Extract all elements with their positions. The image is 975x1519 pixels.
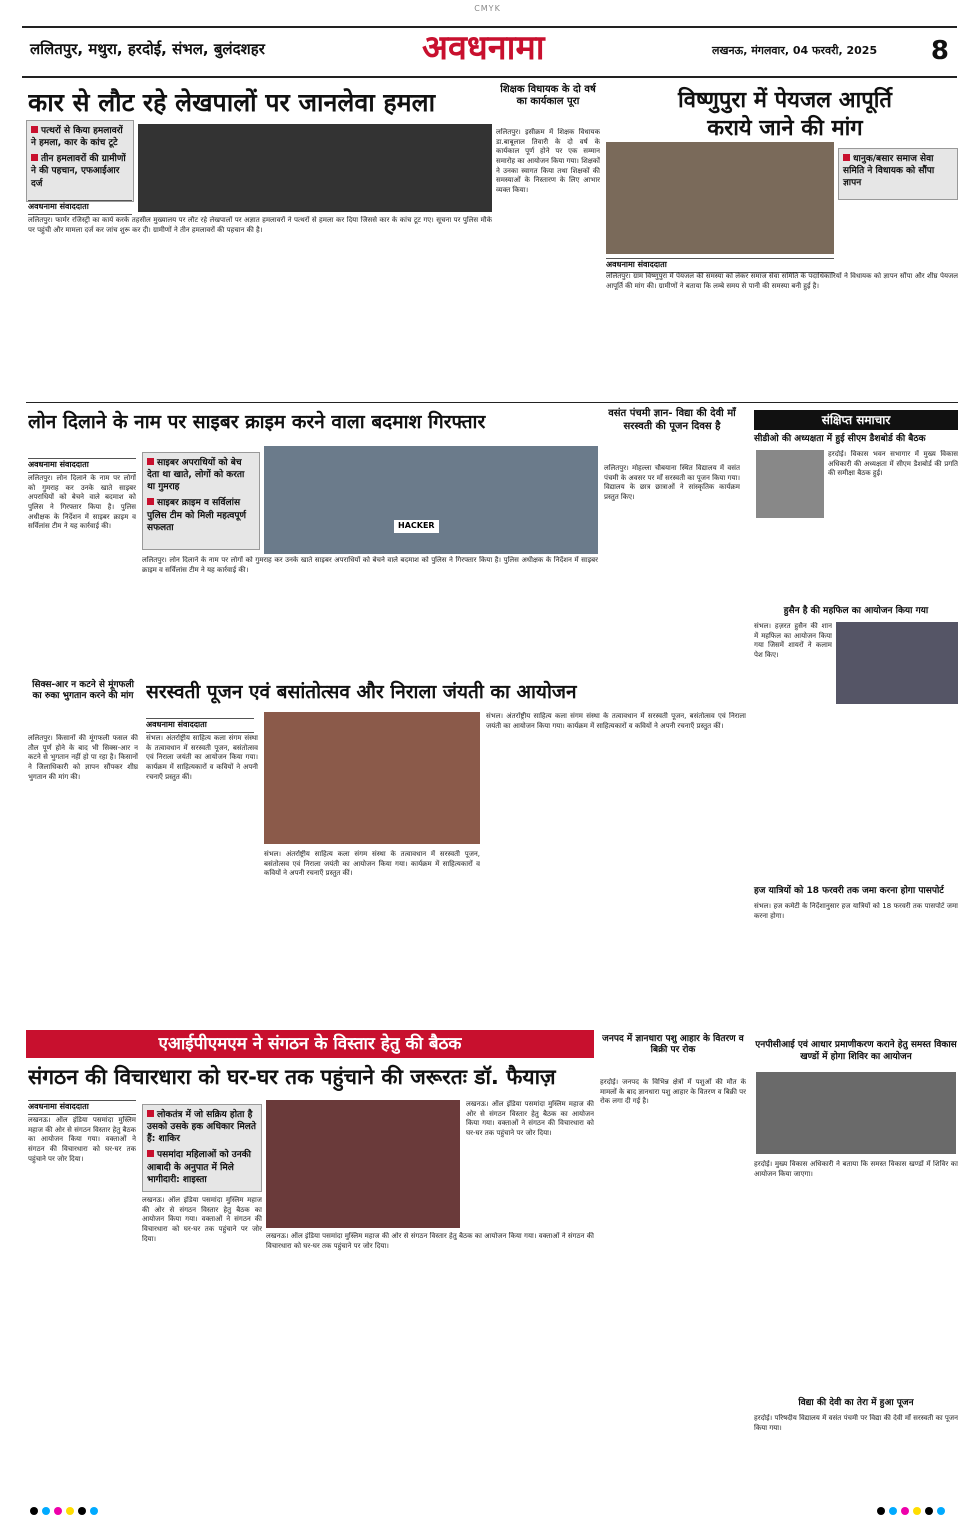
- s2-headline: शिक्षक विधायक के दो वर्ष का कार्यकाल पूरा: [500, 84, 596, 107]
- brief1-photo: [756, 450, 824, 518]
- brief1-headline: सीडीओ की अध्यक्षता में हुई सीएम डैशबोर्ड की बैठक: [754, 434, 926, 444]
- s2-text: ललितपुर। इसीक्रम में शिक्षक विधायक डा.बाबूलाल तिवारी के दो वर्ष के कार्यकाल पूर्ण होने पर एक सम्मान समारोह का आयोजन किया गया। शिक्षकों ने उनका स्वागत किया तथा शिक्षकों की समस्याओं के निस्तारण के लिए आभार व्यक्त किया।: [496, 128, 600, 194]
- s7-text-cont: संभल। अंतर्राष्ट्रीय साहित्य कला संगम संस्था के तत्वावधान में सरस्वती पूजन, बसंतोत्सव एवं निराला जयंती का आयोजन किया गया। कार्यक्रम में साहित्यकारों व कवियों ने अपनी रचनाएँ प्रस्तुत कीं।: [264, 850, 480, 878]
- s1-bullet: तीन हमलावरों की ग्रामीणों ने की पहचान, एफआईआर दर्ज: [31, 154, 126, 189]
- s4-photo: [264, 446, 598, 554]
- brief1-text: हरदोई। विकास भवन सभागार में मुख्य विकास अधिकारी की अध्यक्षता में सीएम डैशबोर्ड की प्रगति की समीक्षा बैठक हुई।: [828, 450, 958, 478]
- s9-photo: [266, 1100, 460, 1228]
- color-dots-right: [877, 1507, 945, 1515]
- issue-date: लखनऊ, मंगलवार, 04 फरवरी, 2025: [712, 44, 878, 57]
- brief4-photo: [756, 1072, 956, 1154]
- brief5-text: हरदोई। परिषदीय विद्यालय में वसंत पंचमी पर विद्या की देवी माँ सरस्वती का पूजन किया गया।: [754, 1414, 958, 1432]
- s4-bullets: [142, 452, 260, 550]
- brief3-text: संभल। हज कमेटी के निर्देशानुसार हज यात्रियों को 18 फरवरी तक पासपोर्ट जमा करना होगा।: [754, 902, 958, 920]
- brief3-headline: हज यात्रियों को 18 फरवरी तक जमा करना होगा पासपोर्ट: [754, 886, 944, 896]
- s3-bullet-box: [838, 148, 958, 200]
- page-number: 8: [930, 36, 949, 66]
- s6-text: ललितपुर। किसानों की मूंगफली फसल की तौल पूर्ण होने के बाद भी सिक्स-आर न कटने से भुगतान नहीं हो पा रहा है। किसानों ने जिलाधिकारी को ज्ञापन सौंपकर शीघ्र भुगतान की मांग की।: [28, 734, 138, 781]
- s3-photo: [606, 142, 834, 254]
- brief2-headline: हुसैन है की महफिल का आयोजन किया गया: [783, 606, 929, 616]
- s9-bullet: लोकतंत्र में जो सक्रिय होता है उसको उसके हक अधिकार मिलते हैं: शाकिर: [147, 1110, 257, 1145]
- s3-headline-line1: विष्णुपुरा में पेयजल आपूर्ति: [678, 88, 892, 113]
- s4-headline: लोन दिलाने के नाम पर साइबर क्राइम करने वाला बदमाश गिरफ्तार: [28, 411, 486, 433]
- s1-bullet: पत्थरों से किया हमलावरों ने हमला, कार के कांच टूटे: [31, 126, 123, 149]
- s3-byline: अवधनामा संवाददाता: [606, 258, 834, 273]
- s7-text-cont2: संभल। अंतर्राष्ट्रीय साहित्य कला संगम संस्था के तत्वावधान में सरस्वती पूजन, बसंतोत्सव एवं निराला जयंती का आयोजन किया गया। कार्यक्रम में साहित्यकारों व कवियों ने अपनी रचनाएँ प्रस्तुत कीं।: [486, 712, 746, 730]
- s9-banner: एआईपीएमएम ने संगठन के विस्तार हेतु की बैठक: [26, 1030, 594, 1058]
- color-dots-left: [30, 1507, 98, 1515]
- s6-headline: सिक्स-आर न कटने से मूंगफली का रुका भुगतान करने की मांग: [32, 680, 134, 702]
- s4-byline: अवधनामा संवाददाता: [28, 458, 136, 473]
- registration-marks: [0, 1507, 975, 1515]
- s5-headline: वसंत पंचमी ज्ञान- विद्या की देवी माँ सरस्वती की पूजन दिवस है: [608, 408, 736, 432]
- s1-photo: [138, 124, 492, 212]
- newspaper-logo: अवधनामा: [422, 28, 545, 68]
- s10-text: हरदोई। जनपद के विभिन्न क्षेत्रों में पशुओं की मौत के मामलों के बाद ज्ञानधारा पशु आहार के वितरण व बिक्री पर रोक लगा दी गई है।: [600, 1078, 746, 1106]
- s9-text-cont3: लखनऊ। ऑल इंडिया पसमांदा मुस्लिम महाज की ओर से संगठन विस्तार हेतु बैठक का आयोजन किया गया। वक्ताओं ने संगठन की विचारधारा को घर-घर तक पहुंचाने पर जोर दिया।: [466, 1100, 594, 1137]
- s7-text: संभल। अंतर्राष्ट्रीय साहित्य कला संगम संस्था के तत्वावधान में सरस्वती पूजन, बसंतोत्सव एवं निराला जयंती का आयोजन किया गया। कार्यक्रम में साहित्यकारों व कवियों ने अपनी रचनाएँ प्रस्तुत कीं।: [146, 734, 258, 781]
- masthead-cities: ललितपुर, मथुरा, हरदोई, संभल, बुलंदशहर: [30, 40, 265, 58]
- s3-text: ललितपुर। ग्राम विष्णुपुरा में पेयजल की समस्या को लेकर समाज सेवा समिति के पदाधिकारियों ने विधायक को ज्ञापन सौंपा और शीघ्र पेयजल आपूर्ति की मांग की। ग्रामीणों ने बताया कि लम्बे समय से पानी की समस्या बनी हुई है।: [606, 272, 958, 290]
- s9-byline: अवधनामा संवाददाता: [28, 1100, 136, 1115]
- s3-headline-line2: कराये जाने की मांग: [707, 116, 863, 141]
- divider: [26, 402, 958, 403]
- s4-bullet: साइबर अपराधियों को बेच देता था खाते, लोगों को करता था गुमराह: [147, 458, 245, 493]
- brief2-text: संभल। हज़रत हुसैन की शान में महफिल का आयोजन किया गया जिसमें शायरों ने कलाम पेश किए।: [754, 622, 832, 659]
- s9-headline: संगठन की विचारधारा को घर-घर तक पहुंचाने की जरूरतः डॉ. फैयाज़: [28, 1065, 556, 1089]
- brief5-headline: विद्या की देवी का तेरा में हुआ पूजन: [798, 1398, 914, 1408]
- s10-headline: जनपद में ज्ञानधारा पशु आहार के वितरण व बिक्री पर रोक: [602, 1034, 744, 1056]
- s9-text-cont: लखनऊ। ऑल इंडिया पसमांदा मुस्लिम महाज की ओर से संगठन विस्तार हेतु बैठक का आयोजन किया गया। वक्ताओं ने संगठन की विचारधारा को घर-घर तक पहुंचाने पर जोर दिया।: [142, 1196, 262, 1243]
- s3-bullet: धानुक/बसार समाज सेवा समिति ने विधायक को सौंपा ज्ञापन: [843, 154, 935, 189]
- s7-byline: अवधनामा संवाददाता: [146, 718, 254, 733]
- s9-text-cont2: लखनऊ। ऑल इंडिया पसमांदा मुस्लिम महाज की ओर से संगठन विस्तार हेतु बैठक का आयोजन किया गया। वक्ताओं ने संगठन की विचारधारा को घर-घर तक पहुंचाने पर जोर दिया।: [266, 1232, 594, 1250]
- s1-headline: कार से लौट रहे लेखपालों पर जानलेवा हमला: [28, 88, 436, 117]
- s4-text-cont: ललितपुर। लोन दिलाने के नाम पर लोगों को गुमराह कर उनके खाते साइबर अपराधियों को बेचने वाले बदमाश को पुलिस ने गिरफ्तार किया है। पुलिस अधीक्षक के निर्देशन में साइबर क्राइम व सर्विलांस टीम ने यह कार्रवाई की।: [142, 556, 598, 574]
- s9-bullet: पसमांदा महिलाओं को उनकी आबादी के अनुपात में मिले भागीदारी: शाइस्ता: [147, 1150, 251, 1185]
- brief-news-tag: संक्षिप्त समाचार: [754, 410, 958, 430]
- brief2-photo: [836, 622, 958, 704]
- masthead: [22, 26, 957, 78]
- s4-text: ललितपुर। लोन दिलाने के नाम पर लोगों को गुमराह कर उनके खाते साइबर अपराधियों को बेचने वाले बदमाश को पुलिस ने गिरफ्तार किया है। पुलिस अधीक्षक के निर्देशन में साइबर क्राइम व सर्विलांस टीम ने यह कार्रवाई की।: [28, 474, 136, 531]
- s7-photo: [264, 712, 480, 844]
- s1-text: ललितपुर। फार्मर रजिस्ट्री का कार्य करके तहसील मुख्यालय पर लौट रहे लेखपालों पर अज्ञात हमलावरों ने पत्थरों से हमला कर दिया जिससे कार के कांच टूट गए। सूचना पर पुलिस मौके पर पहुंची और मामला दर्ज कर जांच शुरू कर दी। ग्रामीणों ने तीन हमलावरों की पहचान की है।: [28, 216, 492, 234]
- cmyk-mark: CMYK: [474, 4, 501, 13]
- s5-text: ललितपुर। मोहल्ला चौबयाना स्थित विद्यालय में वसंत पंचमी के अवसर पर माँ सरस्वती का पूजन किया गया। विद्यालय के छात्र छात्राओं ने सांस्कृतिक कार्यक्रम प्रस्तुत किए।: [604, 464, 740, 501]
- s4-bullet: साइबर क्राइम व सर्विलांस पुलिस टीम को मिली महत्वपूर्ण सफलता: [147, 498, 246, 533]
- hacker-banner: HACKER: [394, 520, 439, 533]
- brief4-headline: एनपीसीआई एवं आधार प्रमाणीकरण कराने हेतु समस्त विकास खण्डों में होगा शिविर का आयोजन: [755, 1040, 957, 1062]
- s9-bullets: [142, 1104, 262, 1192]
- s7-headline: सरस्वती पूजन एवं बसांतोत्सव और निराला जंयती का आयोजन: [146, 681, 577, 703]
- s1-byline: अवधनामा संवाददाता: [28, 200, 132, 215]
- s9-text: लखनऊ। ऑल इंडिया पसमांदा मुस्लिम महाज की ओर से संगठन विस्तार हेतु बैठक का आयोजन किया गया। वक्ताओं ने संगठन की विचारधारा को घर-घर तक पहुंचाने पर जोर दिया।: [28, 1116, 136, 1163]
- brief4-text: हरदोई। मुख्य विकास अधिकारी ने बताया कि समस्त विकास खण्डों में शिविर का आयोजन किया जाएगा।: [754, 1160, 958, 1178]
- s1-bullets: [26, 120, 134, 202]
